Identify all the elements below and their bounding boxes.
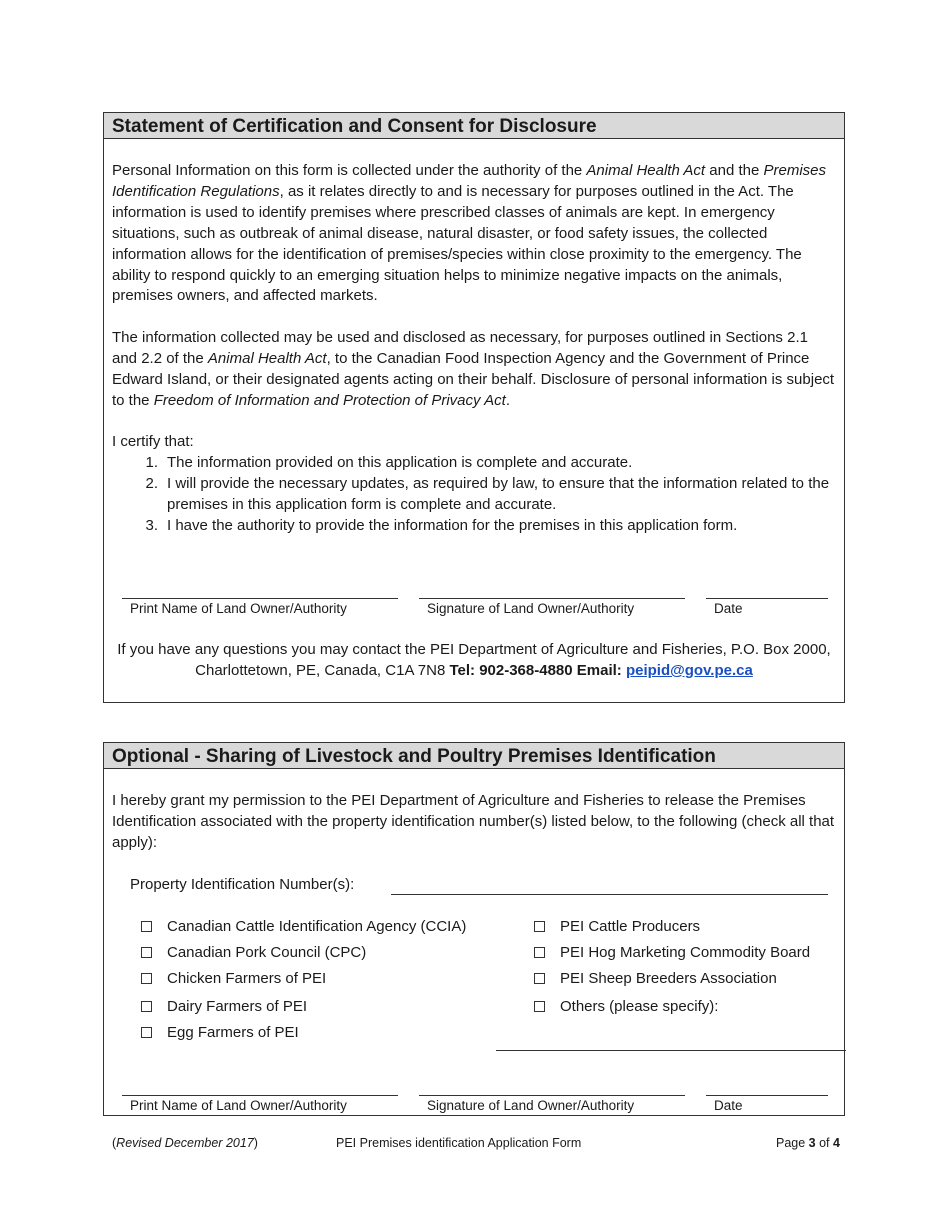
print-name-field[interactable] — [122, 598, 398, 599]
email-link[interactable]: peipid@gov.pe.ca — [625, 661, 753, 679]
form-title: PEI Premises identification Application Form — [336, 1136, 582, 1150]
checkbox-icon[interactable] — [534, 921, 545, 932]
others-specify-input[interactable] — [496, 1050, 846, 1051]
print-name-label: Print Name of Land Owner/Authority — [130, 601, 347, 616]
checkbox-egg-farmers[interactable]: Egg Farmers of PEI — [141, 1024, 299, 1041]
print-name-field[interactable] — [122, 1095, 398, 1096]
certify-intro: I certify that: — [112, 433, 194, 450]
sharing-title: Optional - Sharing of Livestock and Poultry Premises Identification — [104, 743, 844, 769]
pin-input[interactable] — [391, 894, 828, 895]
signature-label: Signature of Land Owner/Authority — [427, 601, 635, 616]
checkbox-cattle-producers[interactable]: PEI Cattle Producers — [534, 918, 700, 935]
print-name-label: Print Name of Land Owner/Authority — [130, 1098, 347, 1113]
checkbox-icon[interactable] — [141, 973, 152, 984]
certification-title: Statement of Certification and Consent for Disclosure — [104, 113, 844, 139]
pin-label: Property Identification Number(s): — [130, 876, 355, 893]
checkbox-icon[interactable] — [534, 973, 545, 984]
sharing-intro: I hereby grant my permission to the PEI Department of Agriculture and Fisheries to release the Premises Identification associated with the property identification number(s) listed below, to the following (check all that apply): — [112, 792, 835, 851]
checkbox-chicken-farmers[interactable]: Chicken Farmers of PEI — [141, 970, 326, 987]
signature-field[interactable] — [419, 598, 685, 599]
list-item: 1. The information provided on this application is complete and accurate. — [145, 454, 633, 471]
collection-paragraph: Personal Information on this form is collected under the authority of the Animal Health Act and the Premises Identification Regulations, as it relates directly to and is necessary for purposes outlined in the Act. The information is used to identify premises where prescribed classes of animals are kept. In emergency situations, such as outbreak of animal disease, natural disaster, or food safety issues, the collected information allows for the identification of premises/species within close proximity to the emergency. The ability to respond quickly to an emerging situation helps to minimize negative impacts on the animals, premises owners, and affected markets. — [112, 162, 826, 305]
date-field[interactable] — [706, 598, 828, 599]
page-number: Page 3 of 4 — [776, 1136, 840, 1150]
list-item: 3. I have the authority to provide the information for the premises in this application form. — [145, 516, 738, 534]
checkbox-icon[interactable] — [141, 947, 152, 958]
checkbox-icon[interactable] — [141, 1027, 152, 1038]
checkbox-others[interactable]: Others (please specify): — [534, 998, 718, 1015]
date-field[interactable] — [706, 1095, 828, 1096]
checkbox-icon[interactable] — [534, 1001, 545, 1012]
checkbox-icon[interactable] — [534, 947, 545, 958]
checkbox-ccia[interactable]: Canadian Cattle Identification Agency (CCIA) — [141, 918, 466, 935]
revision-note: (Revised December 2017) — [112, 1136, 258, 1150]
checkbox-icon[interactable] — [141, 1001, 152, 1012]
sharing-section — [103, 742, 845, 1116]
signature-label: Signature of Land Owner/Authority — [427, 1098, 635, 1113]
checkbox-cpc[interactable]: Canadian Pork Council (CPC) — [141, 944, 366, 961]
list-item: 2. I will provide the necessary updates, as required by law, to ensure that the information related to the premises in this application form is complete and accurate. — [145, 474, 830, 513]
contact-info: If you have any questions you may contact the PEI Department of Agriculture and Fisheries, P.O. Box 2000, Charlottetown, PE, Canada, C1A 7N8 Tel: 902-368-4880 Email: peipid@gov.pe.ca — [117, 641, 831, 679]
date-label: Date — [714, 1098, 743, 1113]
checkbox-sheep-breeders[interactable]: PEI Sheep Breeders Association — [534, 970, 777, 987]
checkbox-dairy-farmers[interactable]: Dairy Farmers of PEI — [141, 998, 307, 1015]
signature-field[interactable] — [419, 1095, 685, 1096]
checkbox-hog-marketing[interactable]: PEI Hog Marketing Commodity Board — [534, 944, 810, 961]
certify-list — [112, 453, 834, 537]
disclosure-paragraph: The information collected may be used and disclosed as necessary, for purposes outlined in Sections 2.1 and 2.2 of the Animal Health Act, to the Canadian Food Inspection Agency and the Government of Prince Edward Island, or their designated agents acting on their behalf. Disclosure of personal information is subject to the Freedom of Information and Protection of Privacy Act. — [112, 329, 835, 409]
date-label: Date — [714, 601, 743, 616]
certification-section — [103, 112, 845, 703]
checkbox-icon[interactable] — [141, 921, 152, 932]
